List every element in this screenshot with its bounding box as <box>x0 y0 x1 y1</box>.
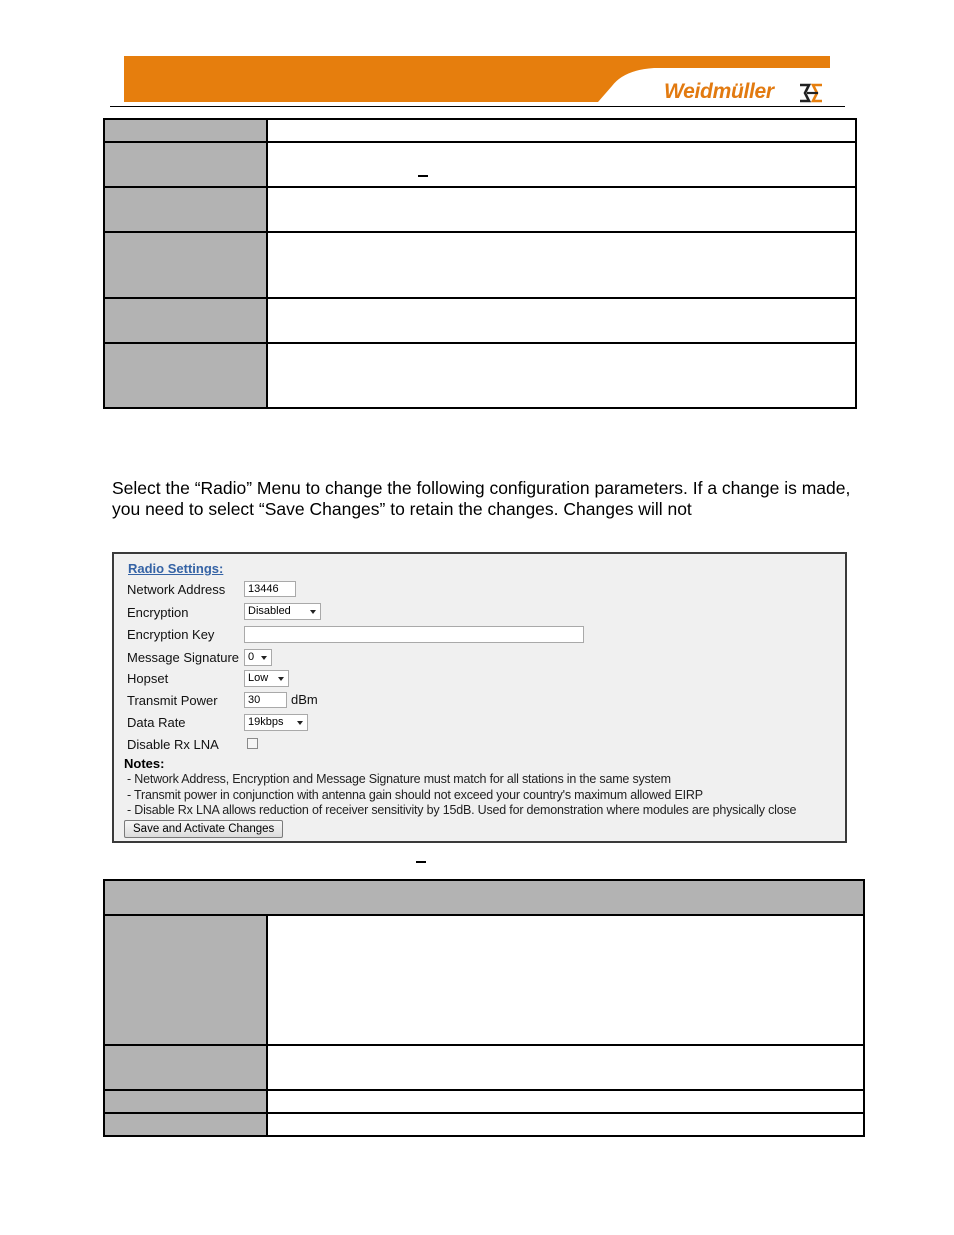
transmit-power-input[interactable]: 30 <box>244 692 287 708</box>
encryption-select[interactable] <box>244 603 321 620</box>
hopset-label: Hopset <box>127 671 169 686</box>
encryption-select-value: Disabled <box>248 605 291 617</box>
table-row <box>105 120 855 143</box>
chevron-down-icon <box>278 677 284 681</box>
table-row <box>105 233 855 299</box>
table-row <box>105 1046 863 1091</box>
radio-settings-panel <box>112 552 847 843</box>
dash-mark <box>416 861 426 863</box>
table-row <box>105 1114 863 1135</box>
table-row <box>105 344 855 407</box>
disable-rx-lna-checkbox[interactable] <box>247 738 258 749</box>
message-signature-select-value: 0 <box>248 651 255 663</box>
transmit-power-label: Transmit Power <box>127 693 218 708</box>
note-item: - Network Address, Encryption and Message Signature must match for all stations in the same system <box>127 772 671 786</box>
hopset-select-value: Low <box>248 672 269 684</box>
parameter-table-top <box>103 118 857 409</box>
message-signature-label: Message Signature <box>127 650 240 665</box>
table-row <box>105 299 855 344</box>
chevron-down-icon <box>297 721 303 725</box>
radio-settings-title[interactable]: Radio Settings: <box>128 561 224 576</box>
note-item: - Transmit power in conjunction with antenna gain should not exceed your country's maximum allowed EIRP <box>127 788 703 802</box>
encryption-key-input[interactable] <box>244 626 584 643</box>
save-and-activate-button[interactable]: Save and Activate Changes <box>124 820 283 838</box>
message-signature-select[interactable] <box>244 649 272 666</box>
table-row <box>105 143 855 188</box>
weidmuller-logo: Weidmüller <box>664 80 774 103</box>
table-header-row <box>105 881 863 916</box>
table-row <box>105 188 855 233</box>
data-rate-select[interactable] <box>244 714 308 731</box>
header-rule <box>110 106 845 107</box>
notes-title: Notes: <box>124 756 165 771</box>
data-rate-label: Data Rate <box>127 715 186 730</box>
table-row <box>105 916 863 1046</box>
weidmuller-logo-mark-icon <box>798 82 824 104</box>
data-rate-select-value: 19kbps <box>248 716 284 728</box>
network-address-input[interactable]: 13446 <box>244 581 296 597</box>
encryption-label: Encryption <box>127 605 189 620</box>
network-address-label: Network Address <box>127 582 226 597</box>
intro-paragraph: Select the “Radio” Menu to change the following configuration parameters. If a change is made, you need to select “Save Changes” to retain the changes. Changes will not <box>112 478 851 519</box>
hopset-select[interactable] <box>244 670 289 687</box>
table-row <box>105 1091 863 1114</box>
dash-mark <box>418 175 428 177</box>
transmit-power-unit: dBm <box>291 692 318 707</box>
parameter-table-bottom <box>103 879 865 1137</box>
note-item: - Disable Rx LNA allows reduction of receiver sensitivity by 15dB. Used for demonstration where modules are physically close <box>127 803 797 817</box>
chevron-down-icon <box>310 610 316 614</box>
chevron-down-icon <box>261 656 267 660</box>
encryption-key-label: Encryption Key <box>127 627 215 642</box>
disable-rx-lna-label: Disable Rx LNA <box>127 737 219 752</box>
